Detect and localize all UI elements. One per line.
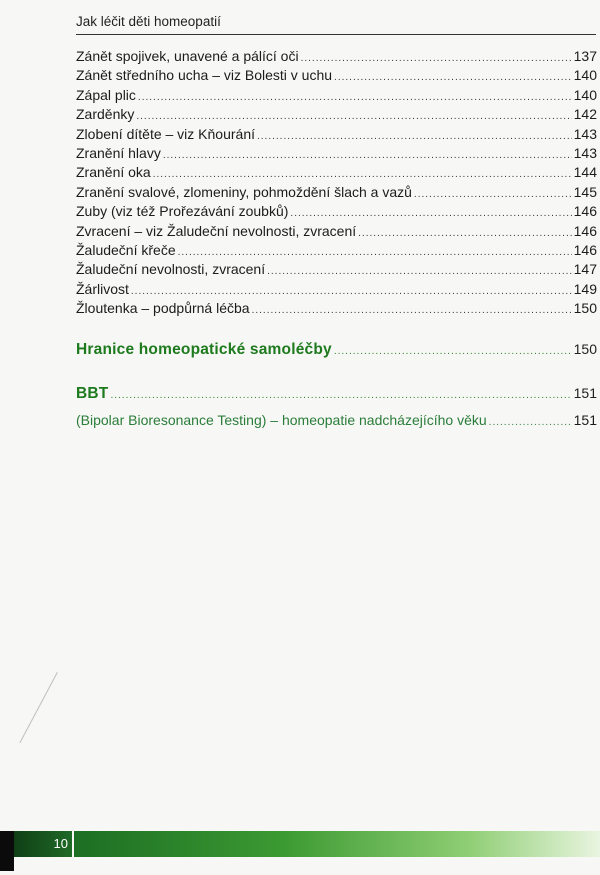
toc-entry[interactable] xyxy=(76,86,597,105)
toc-entry-label: Zánět středního ucha – viz Bolesti v uchu xyxy=(76,67,333,84)
running-header xyxy=(76,14,596,35)
subentry-label: (Bipolar Bioresonance Testing) – homeopatie nadcházejícího věku xyxy=(76,412,487,429)
footer-bar xyxy=(0,831,600,857)
toc-entry-page: 146 xyxy=(573,222,597,239)
toc-entry[interactable] xyxy=(76,183,597,202)
toc-entry-label: Zranění svalové, zlomeniny, pohmoždění šlach a vazů xyxy=(76,183,412,200)
toc-entry[interactable] xyxy=(76,47,597,66)
leader-dots xyxy=(257,127,572,146)
toc-entry[interactable] xyxy=(76,241,597,260)
toc-entry[interactable] xyxy=(76,125,597,144)
toc-entry[interactable] xyxy=(76,299,597,318)
toc-entry-label: Zlobení dítěte – viz Kňourání xyxy=(76,125,255,142)
book-title: Jak léčit děti homeopatií xyxy=(76,14,221,29)
toc-entry[interactable] xyxy=(76,163,597,182)
toc-entry[interactable] xyxy=(76,280,597,299)
toc-entry-page: 144 xyxy=(573,164,597,181)
table-of-contents xyxy=(76,47,597,431)
toc-entry-page: 145 xyxy=(573,183,597,200)
leader-dots xyxy=(358,224,572,243)
toc-entry-label: Zuby (viz též Prořezávání zoubků) xyxy=(76,203,289,220)
leader-dots xyxy=(301,49,572,68)
toc-entry-page: 140 xyxy=(573,86,597,103)
toc-entry-page: 149 xyxy=(573,280,597,297)
toc-subentry-bbt[interactable] xyxy=(76,411,597,430)
toc-entry-label: Zánět spojivek, unavené a pálící oči xyxy=(76,48,299,64)
toc-entry-page: 146 xyxy=(573,203,597,220)
toc-entry-page: 150 xyxy=(573,300,597,317)
section-page: 150 xyxy=(573,341,597,358)
footer-gradient-strip xyxy=(74,831,600,857)
page-number: 10 xyxy=(14,831,72,857)
leader-dots xyxy=(334,68,572,87)
leader-dots xyxy=(414,185,572,204)
toc-entry-label: Žaludeční nevolnosti, zvracení xyxy=(76,261,266,278)
toc-entry-page: 142 xyxy=(573,106,597,123)
toc-entry-label: Žárlivost xyxy=(76,280,129,297)
toc-entry-label: Žloutenka – podpůrná léčba xyxy=(76,300,250,317)
leader-dots xyxy=(163,146,572,165)
toc-entry-label: Zápal plic xyxy=(76,86,136,103)
leader-dots xyxy=(489,413,572,432)
toc-entry-page: 147 xyxy=(573,261,597,278)
toc-entry-page: 143 xyxy=(573,125,597,142)
leader-dots xyxy=(334,342,572,361)
toc-entry[interactable] xyxy=(76,66,597,85)
toc-entry[interactable] xyxy=(76,202,597,221)
toc-entry[interactable] xyxy=(76,144,597,163)
toc-entry[interactable] xyxy=(76,222,597,241)
toc-entry-label: Zranění hlavy xyxy=(76,144,161,161)
section-heading: Hranice homeopatické samoléčby xyxy=(76,341,332,359)
toc-entry-page: 140 xyxy=(573,67,597,84)
toc-entry-page: 146 xyxy=(573,241,597,258)
pencil-mark xyxy=(19,672,59,744)
toc-section-homeopathy-limits[interactable] xyxy=(76,340,597,359)
toc-section-bbt[interactable] xyxy=(76,384,597,403)
toc-entry-page: 137 xyxy=(573,48,597,64)
leader-dots xyxy=(267,262,572,281)
leader-dots xyxy=(252,301,572,320)
toc-entry-label: Zarděnky xyxy=(76,106,135,123)
footer-edge xyxy=(0,831,14,871)
toc-entry-page: 143 xyxy=(573,144,597,161)
section-page: 151 xyxy=(573,384,597,401)
toc-entry-label: Žaludeční křeče xyxy=(76,241,176,258)
section-heading: BBT xyxy=(76,384,109,402)
toc-entry[interactable] xyxy=(76,260,597,279)
toc-entry-label: Zranění oka xyxy=(76,164,151,181)
leader-dots xyxy=(138,88,572,107)
subentry-page: 151 xyxy=(573,412,597,429)
toc-entry-label: Zvracení – viz Žaludeční nevolnosti, zvracení xyxy=(76,222,357,239)
toc-entry[interactable] xyxy=(76,105,597,124)
leader-dots xyxy=(110,386,571,405)
